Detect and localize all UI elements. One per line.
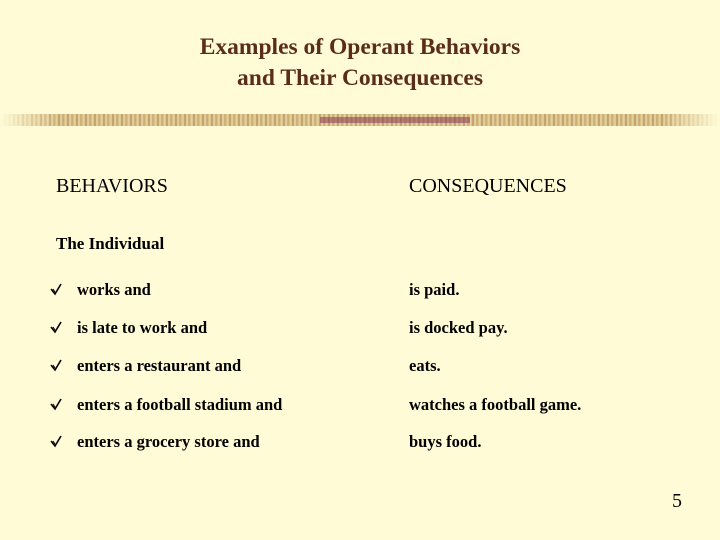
consequence-text: is docked pay. [409, 318, 508, 337]
behaviors-header: BEHAVIORS [56, 175, 168, 197]
list-item [0, 395, 720, 419]
consequence-text: eats. [409, 356, 441, 375]
consequence-text: watches a football game. [409, 395, 582, 414]
slide-title-line-2: and Their Consequences [237, 65, 483, 91]
slide-title [0, 32, 720, 94]
checkmark-bullet-icon [49, 358, 63, 372]
behavior-text: enters a restaurant and [77, 356, 242, 375]
behavior-text: enters a grocery store and [77, 432, 260, 451]
consequence-text: is paid. [409, 280, 460, 299]
list-item [0, 280, 720, 304]
checkmark-bullet-icon [49, 397, 63, 411]
subheading: The Individual [56, 234, 165, 253]
behavior-text: is late to work and [77, 318, 208, 337]
checkmark-bullet-icon [49, 282, 63, 296]
slide-title-line-1: Examples of Operant Behaviors [199, 34, 521, 60]
list-item [0, 432, 720, 456]
list-item [0, 318, 720, 342]
behavior-text: works and [77, 280, 151, 299]
decorative-divider [0, 114, 720, 126]
consequence-text: buys food. [409, 432, 482, 451]
behavior-text: enters a football stadium and [77, 395, 283, 414]
checkmark-bullet-icon [49, 434, 63, 448]
page-number: 5 [672, 490, 682, 512]
list-item [0, 356, 720, 380]
checkmark-bullet-icon [49, 320, 63, 334]
consequences-header: CONSEQUENCES [409, 175, 567, 197]
